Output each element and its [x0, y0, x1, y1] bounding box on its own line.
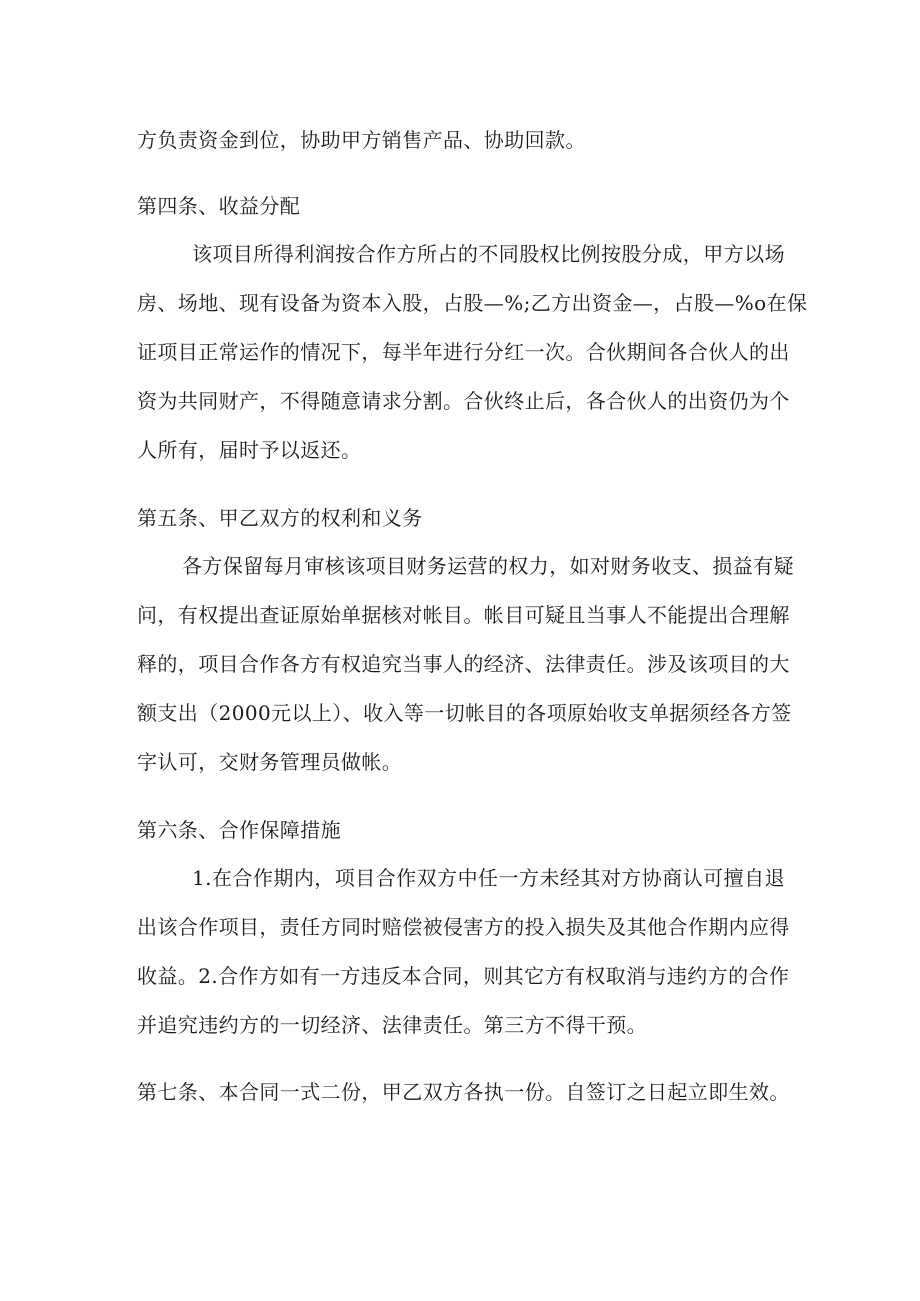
- paragraph-line: 1.在合作期内，项目合作双方中任一方未经其对方协商认可擅自退: [192, 866, 785, 890]
- section-heading-article-6: 第六条、合作保障措施: [137, 818, 341, 842]
- paragraph-line: 并追究违约方的一切经济、法律责任。第三方不得干预。: [137, 1013, 647, 1037]
- paragraph-line: 证项目正常运作的情况下，每半年进行分红一次。合伙期间各合伙人的出: [137, 340, 790, 364]
- paragraph-line: 字认可，交财务管理员做帐。: [137, 750, 403, 774]
- paragraph-line: 释的，项目合作各方有权追究当事人的经济、法律责任。涉及该项目的大: [137, 652, 790, 676]
- paragraph-line: 出该合作项目，责任方同时赔偿被侵害方的投入损失及其他合作期内应得: [137, 915, 790, 939]
- paragraph-line: 额支出（2000元以上）、收入等一切帐目的各项原始收支单据须经各方签: [137, 701, 792, 725]
- paragraph-line: 方负责资金到位，协助甲方销售产品、协助回款。: [137, 128, 586, 152]
- paragraph-line: 问，有权提出查证原始单据核对帐目。帐目可疑且当事人不能提出合理解: [137, 603, 790, 627]
- paragraph-line: 房、场地、现有设备为资本入股，占股—%;乙方出资金—，占股—%o在保: [137, 291, 808, 315]
- paragraph-line: 各方保留每月审核该项目财务运营的权力，如对财务收支、损益有疑: [182, 554, 794, 578]
- section-heading-article-5: 第五条、甲乙双方的权利和义务: [137, 506, 423, 530]
- section-heading-article-4: 第四条、收益分配: [137, 194, 301, 218]
- paragraph-line: 收益。2.合作方如有一方违反本合同，则其它方有权取消与违约方的合作: [137, 964, 790, 988]
- section-heading-article-7: 第七条、本合同一式二份，甲乙双方各执一份。自签订之日起立即生效。: [137, 1080, 790, 1104]
- paragraph-line: 资为共同财产，不得随意请求分割。合伙终止后，各合伙人的出资仍为个: [137, 389, 790, 413]
- paragraph-line: 该项目所得利润按合作方所占的不同股权比例按股分成，甲方以场: [192, 242, 785, 266]
- paragraph-line: 人所有，届时予以返还。: [137, 438, 362, 462]
